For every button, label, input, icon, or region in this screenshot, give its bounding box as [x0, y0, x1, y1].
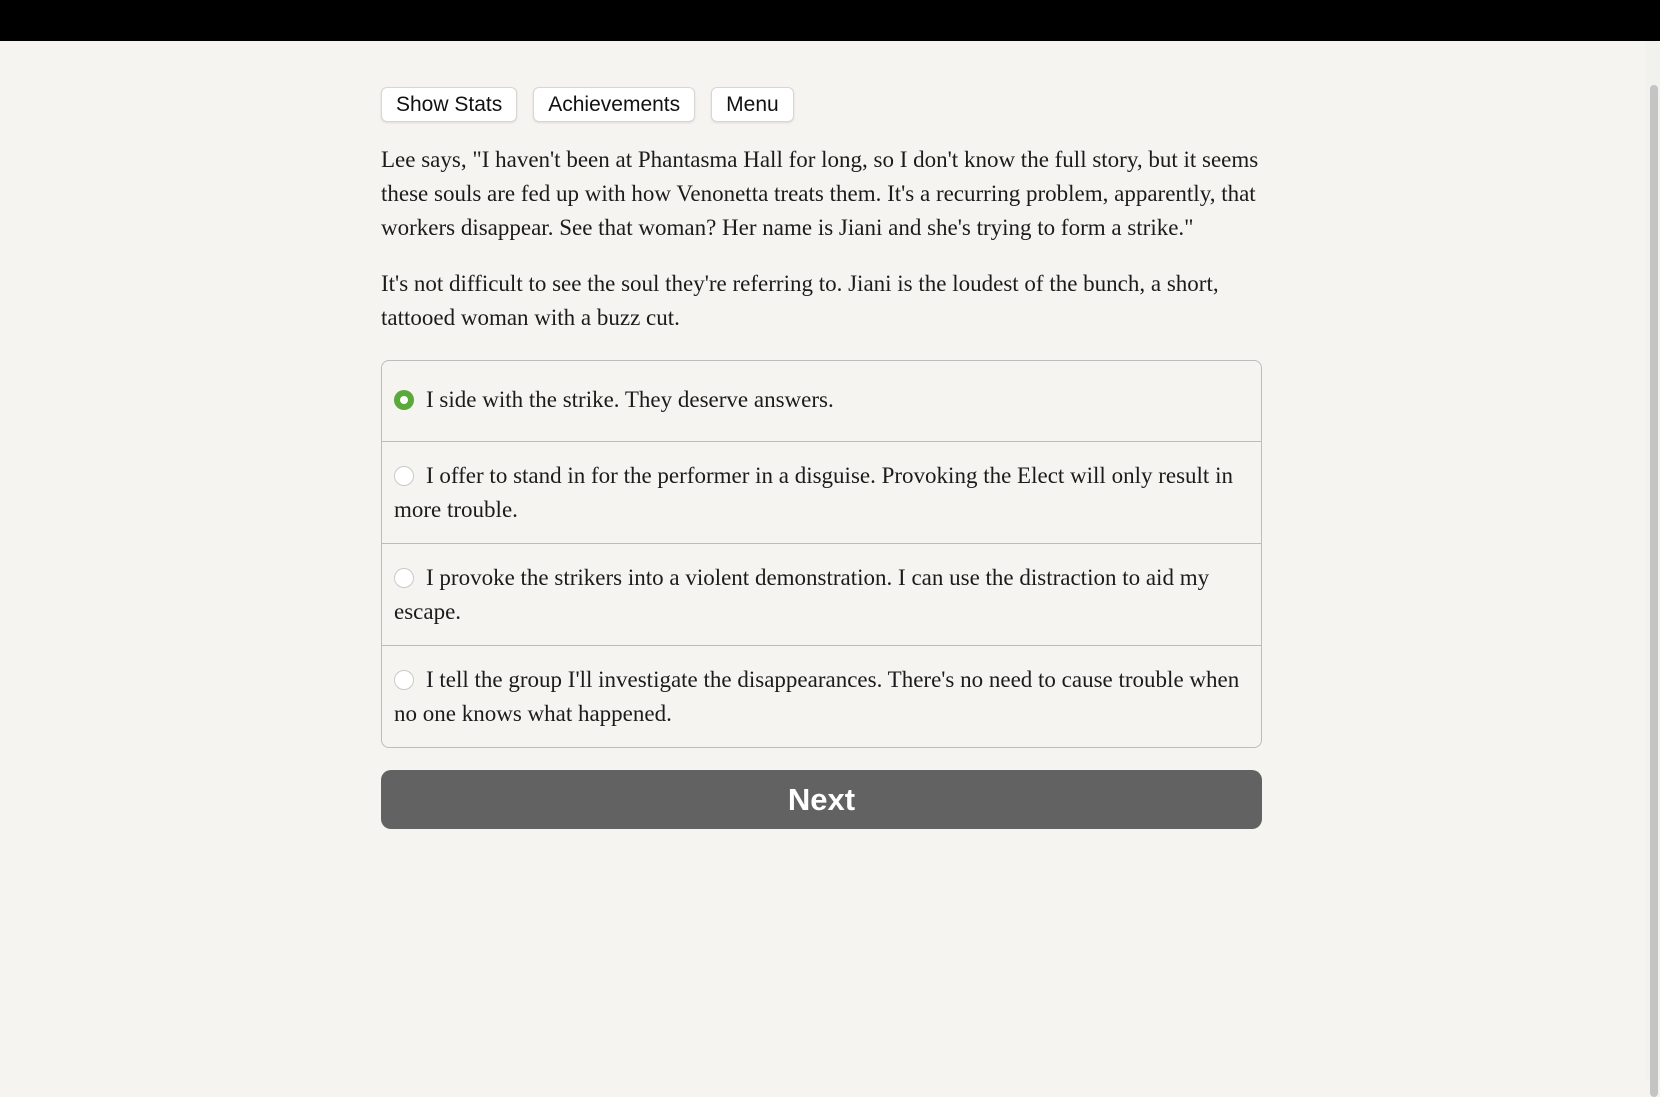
radio-unselected-icon[interactable] [394, 466, 414, 486]
menu-button[interactable]: Menu [711, 87, 794, 122]
story-paragraph: It's not difficult to see the soul they're referring to. Jiani is the loudest of the bunch, a short, tattooed woman with a buzz cut. [381, 271, 1219, 330]
next-button[interactable]: Next [381, 770, 1262, 829]
story-text [381, 143, 1261, 335]
choice-option-3[interactable] [382, 543, 1261, 645]
choice-label: I offer to stand in for the performer in a disguise. Provoking the Elect will only result in more trouble. [394, 463, 1233, 522]
choice-option-4[interactable] [382, 645, 1261, 747]
choice-label: I provoke the strikers into a violent demonstration. I can use the distraction to aid my escape. [394, 565, 1210, 624]
choice-label: I tell the group I'll investigate the disappearances. There's no need to cause trouble when no one knows what happened. [394, 667, 1240, 726]
toolbar [381, 87, 1261, 122]
choice-option-1[interactable] [382, 361, 1261, 441]
show-stats-button[interactable]: Show Stats [381, 87, 517, 122]
window-top-bar [0, 0, 1660, 41]
choice-label: I side with the strike. They deserve answers. [426, 387, 834, 412]
choice-list [381, 360, 1262, 748]
scrollbar[interactable] [1646, 41, 1660, 1080]
radio-selected-icon[interactable] [394, 390, 414, 410]
achievements-button[interactable]: Achievements [533, 87, 695, 122]
radio-unselected-icon[interactable] [394, 670, 414, 690]
story-paragraph: Lee says, "I haven't been at Phantasma Hall for long, so I don't know the full story, but it seems these souls are fed up with how Venonetta treats them. It's a recurring problem, apparently, that workers disappear. See that woman? Her name is Jiani and she's trying to form a strike." [381, 147, 1259, 240]
game-page [381, 87, 1261, 829]
choice-option-2[interactable] [382, 441, 1261, 543]
scrollbar-thumb[interactable] [1650, 85, 1658, 1097]
radio-unselected-icon[interactable] [394, 568, 414, 588]
